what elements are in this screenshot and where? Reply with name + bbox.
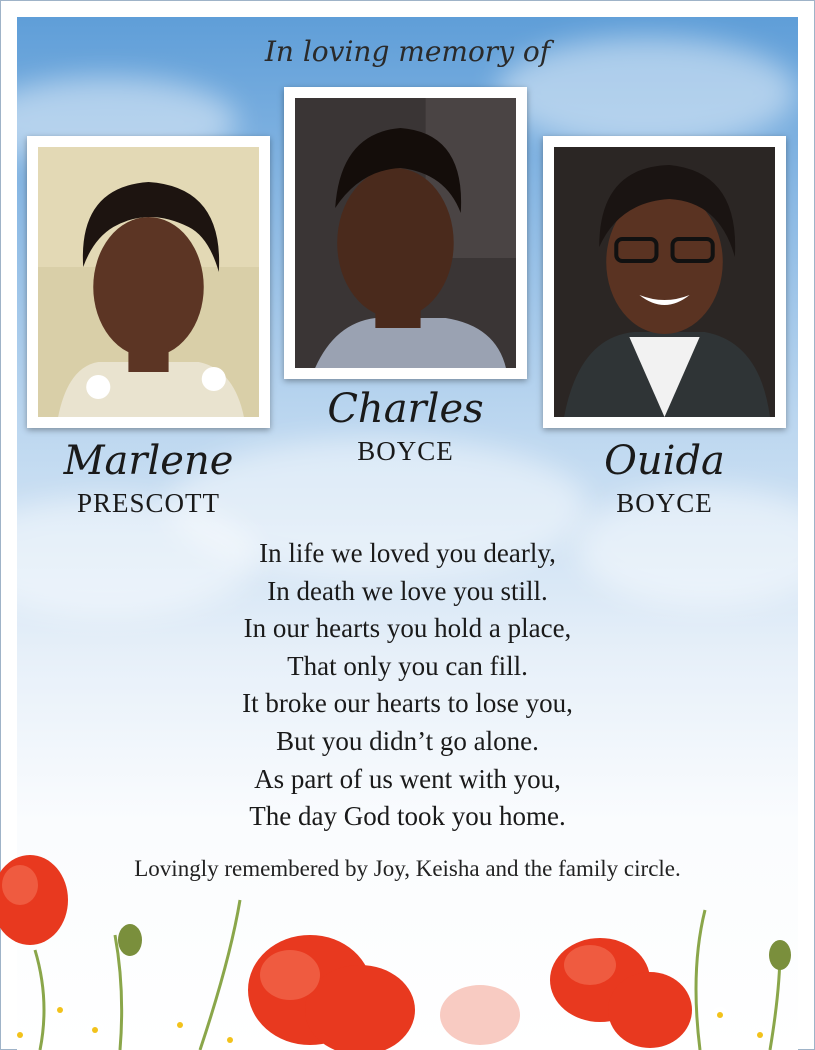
portrait-photo-ouida [554,147,775,417]
footer-remembered-by: Lovingly remembered by Joy, Keisha and the family circle. [134,856,681,881]
photo-frame-charles [284,87,527,379]
poem-line: That only you can fill. [287,650,528,681]
first-name-ouida: Ouida [604,438,725,484]
poem-line: In death we love you still. [267,575,548,606]
first-name-marlene: Marlene [63,438,234,484]
first-name-charles: Charles [327,386,484,432]
poem [0,535,815,836]
poem-line: The day God took you home. [249,801,566,832]
last-name-marlene: PRESCOTT [76,488,221,518]
photo-frame-ouida [543,136,786,428]
poem-line: In life we loved you dearly, [259,538,556,568]
header-title: In loving memory of [264,35,551,68]
portrait-photo-charles [295,98,516,368]
poem-line: But you didn’t go alone. [276,725,539,756]
photo-frame-marlene [27,136,270,428]
last-name-charles: BOYCE [357,436,454,466]
poem-line: It broke our hearts to lose you, [242,688,573,719]
portrait-photo-marlene [38,147,259,417]
poem-line: As part of us went with you, [254,763,561,794]
last-name-ouida: BOYCE [616,488,713,518]
poem-line: In our hearts you hold a place, [243,613,572,644]
